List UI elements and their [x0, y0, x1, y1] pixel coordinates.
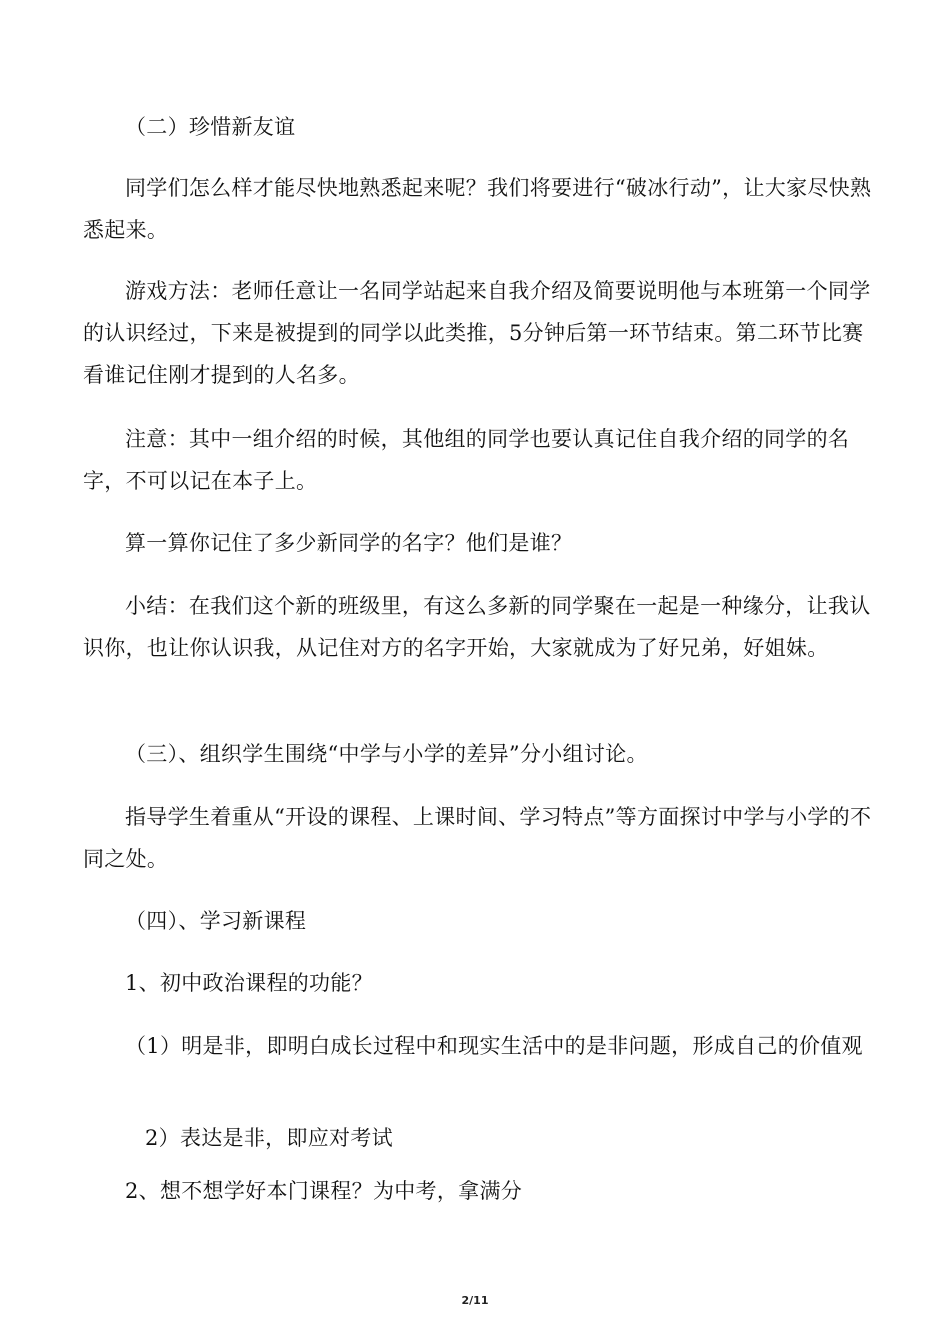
section-heading-3: （三）、组织学生围绕“中学与小学的差异”分小组讨论。 — [125, 742, 648, 766]
list-item-1-sub-1: （1）明是非，即明白成长过程中和现实生活中的是非问题，形成自己的价值观 — [125, 1034, 863, 1058]
section-heading-2: （二）珍惜新友谊 — [125, 115, 296, 139]
paragraph-attention: 注意：其中一组介绍的时候，其他组的同学也要认真记住自我介绍的同学的名字，不可以记在本子上。 — [83, 427, 850, 493]
paragraph-game-method: 游戏方法：老师任意让一名同学站起来自我介绍及简要说明他与本班第一个同学的认识经过，下来是被提到的同学以此类推，5分钟后第一环节结束。第二环节比赛看谁记住刚才提到的人名多。 — [83, 279, 871, 387]
list-item-2: 2、想不想学好本门课程？为中考，拿满分 — [125, 1179, 523, 1203]
paragraph-count-names: 算一算你记住了多少新同学的名字？他们是谁？ — [125, 531, 573, 555]
list-item-1: 1、初中政治课程的功能？ — [125, 971, 373, 995]
paragraph-summary: 小结：在我们这个新的班级里，有这么多新的同学聚在一起是一种缘分，让我认识你，也让你认识我，从记住对方的名字开始，大家就成为了好兄弟，好姐妹。 — [83, 594, 871, 660]
paragraph-ice-breaking: 同学们怎么样才能尽快地熟悉起来呢？我们将要进行“破冰行动”，让大家尽快熟悉起来。 — [83, 176, 872, 242]
section-heading-4: （四）、学习新课程 — [125, 909, 307, 933]
list-item-1-sub-2: 2）表达是非，即应对考试 — [145, 1126, 393, 1150]
page-number: 2/11 — [461, 1294, 489, 1307]
paragraph-guide: 指导学生着重从“开设的课程、上课时间、学习特点”等方面探讨中学与小学的不同之处。 — [83, 805, 872, 871]
